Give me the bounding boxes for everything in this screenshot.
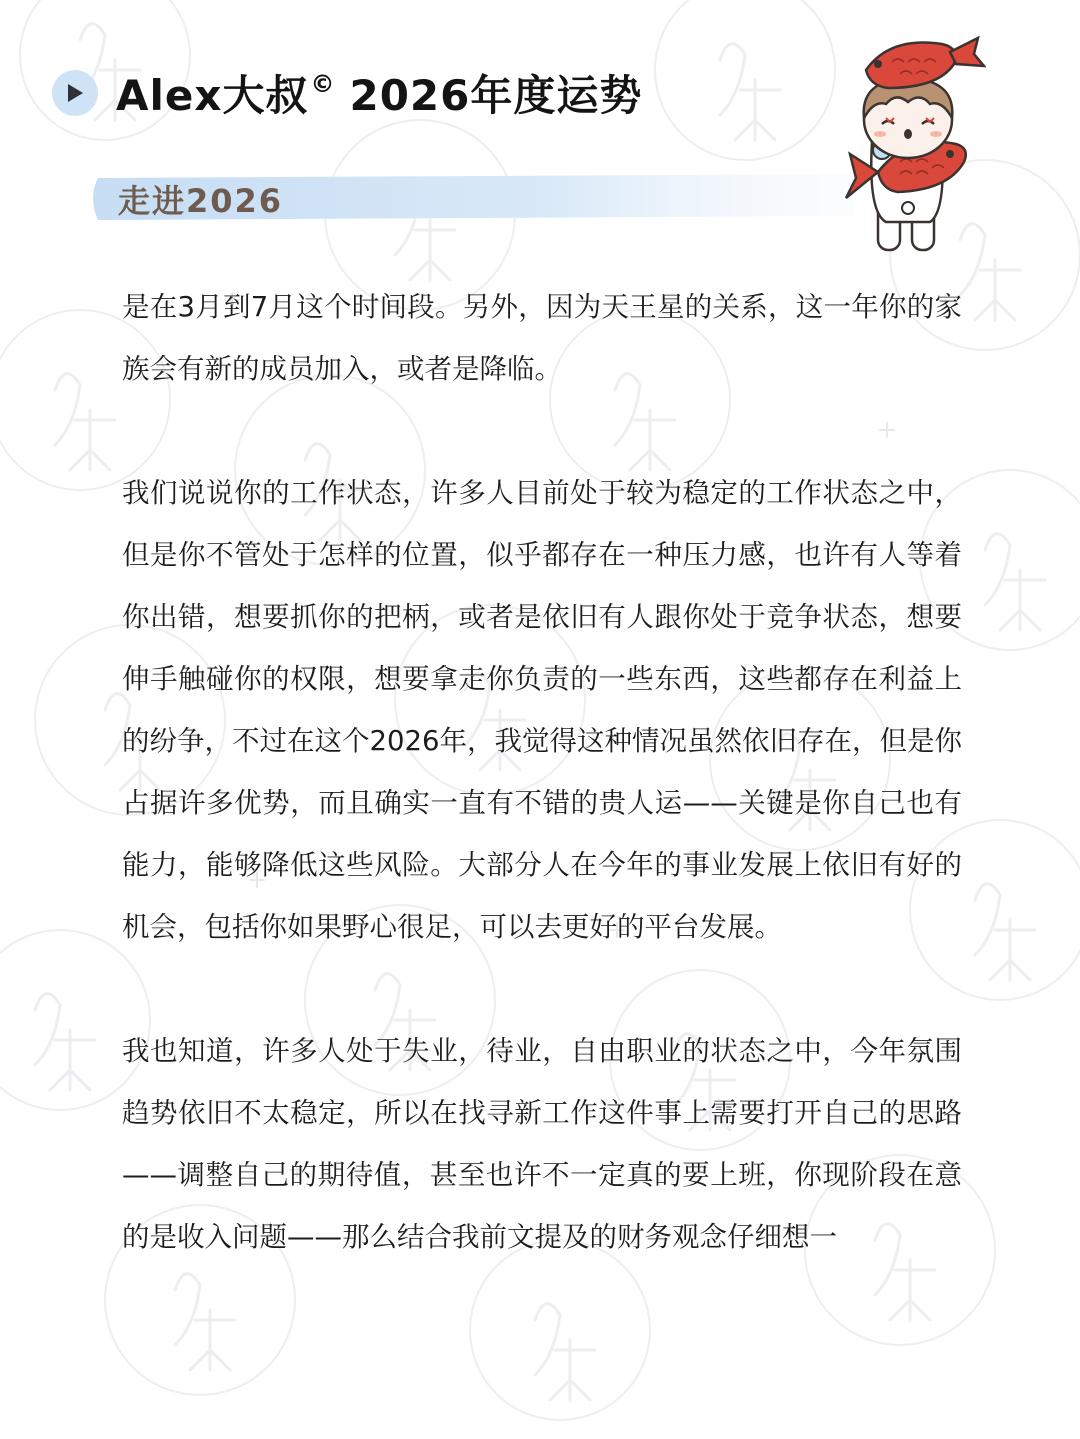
- article-body: [122, 276, 962, 1268]
- paragraph-2: 我们说说你的工作状态，许多人目前处于较为稳定的工作状态之中，但是你不管处于怎样的位置，似乎都存在一种压力感，也许有人等着你出错，想要抓你的把柄，或者是依旧有人跟你处于竞争状态，想要伸手触碰你的权限，想要拿走你负责的一些东西，这些都存在利益上的纷争，不过在这个2026年，我觉得这种情况虽然依旧存在，但是你占据许多优势，而且确实一直有不错的贵人运——关键是你自己也有能力，能够降低这些风险。大部分人在今年的事业发展上依旧有好的机会，包括你如果野心很足，可以去更好的平台发展。: [122, 477, 962, 943]
- title-year: 2026年度运势: [349, 71, 643, 120]
- page-header: [52, 58, 642, 128]
- paragraph-1: 是在3月到7月这个时间段。另外，因为天王星的关系，这一年你的家族会有新的成员加入，或者是降临。: [122, 291, 962, 385]
- copyright-mark: ©: [310, 70, 336, 98]
- play-triangle-icon: [65, 82, 85, 104]
- paragraph-3: 我也知道，许多人处于失业，待业，自由职业的状态之中，今年氛围趋势依旧不太稳定，所以在找寻新工作这件事上需要打开自己的思路——调整自己的期待值，甚至也许不一定真的要上班，你现阶段在意的是收入问题——那么结合我前文提及的财务观念仔细想一: [122, 1035, 962, 1253]
- mascot-with-red-fish-icon: [838, 22, 986, 258]
- play-badge: [52, 70, 98, 116]
- title-main: Alex大叔: [116, 71, 309, 120]
- page-title: [116, 63, 642, 123]
- section-title: 走进2026: [118, 182, 284, 220]
